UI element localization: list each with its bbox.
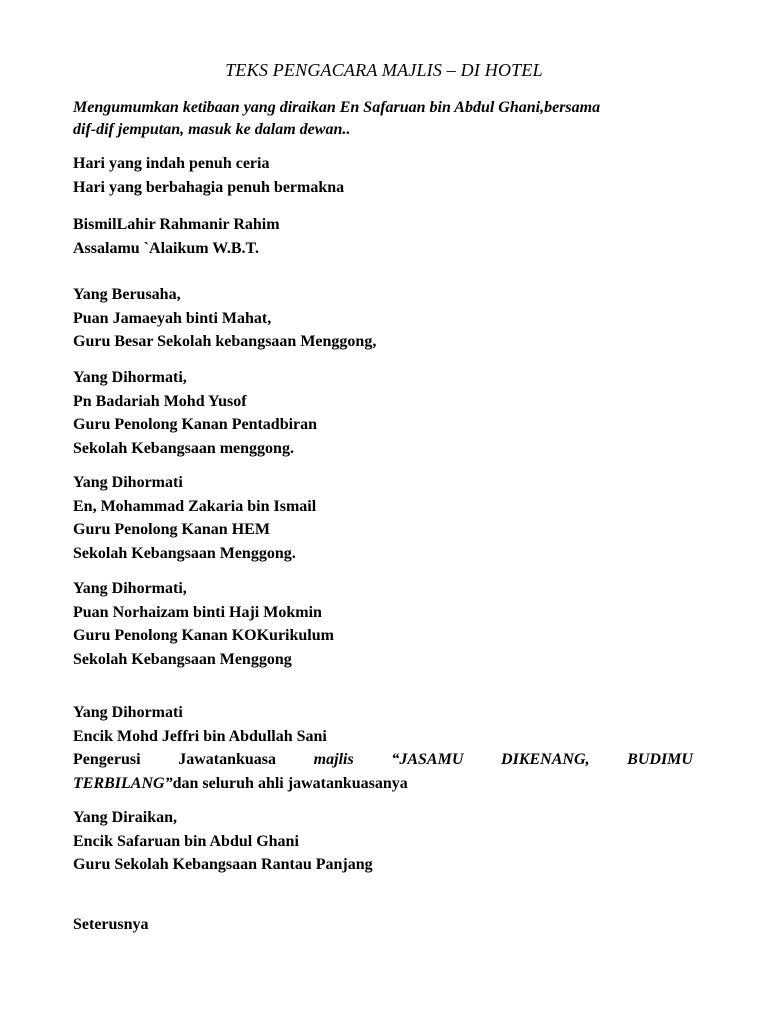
salutation-line: Yang Dihormati <box>73 704 183 721</box>
salutation-line: Guru Sekolah Kebangsaan Rantau Panjang <box>73 856 373 873</box>
salutation-line: Guru Penolong Kanan Pentadbiran <box>73 416 318 433</box>
salutation-line: Yang Dihormati, <box>73 580 187 597</box>
committee-word: BUDIMU <box>627 751 693 768</box>
salutation-line: Encik Safaruan bin Abdul Ghani <box>73 832 299 850</box>
closing-line: Seterusnya <box>73 916 149 933</box>
committee-line-continued <box>73 772 693 796</box>
verse-line: Hari yang berbahagia penuh bermakna <box>73 178 345 196</box>
salutation-line: Encik Mohd Jeffri bin Abdullah Sani <box>73 727 327 745</box>
greeting <box>73 213 693 260</box>
committee-word: “JASAMU <box>391 751 464 768</box>
committee-line <box>73 748 693 772</box>
salutation-line: Puan Norhaizam binti Haji Mokmin <box>73 603 322 621</box>
salutation-dihormati-3 <box>73 577 693 671</box>
verse-line: Hari yang indah penuh ceria <box>73 155 270 172</box>
intro-line: dif-dif jemputan, masuk ke dalam dewan.. <box>73 121 351 138</box>
committee-word: Pengerusi <box>73 751 141 768</box>
salutation-berusaha <box>73 283 693 354</box>
salutation-line: Yang Dihormati, <box>73 369 187 386</box>
salutation-line: Yang Berusaha, <box>73 286 181 303</box>
greeting-line: Assalamu `Alaikum W.B.T. <box>73 239 259 257</box>
intro-paragraph <box>73 97 693 141</box>
greeting-line: BismilLahir Rahmanir Rahim <box>73 216 280 233</box>
salutation-line: Puan Jamaeyah binti Mahat, <box>73 309 272 327</box>
salutation-line: Guru Besar Sekolah kebangsaan Menggong, <box>73 333 377 350</box>
salutation-line: Yang Dihormati <box>73 474 183 491</box>
salutation-line: Guru Penolong Kanan KOKurikulum <box>73 627 334 644</box>
salutation-line: Sekolah Kebangsaan Menggong <box>73 650 292 668</box>
opening-verse <box>73 152 693 199</box>
salutation-line: Sekolah Kebangsaan Menggong. <box>73 544 296 562</box>
committee-word: DIKENANG, <box>501 751 590 768</box>
closing <box>73 913 693 937</box>
salutation-dihormati-1 <box>73 366 693 460</box>
intro-line: Mengumumkan ketibaan yang diraikan En Safaruan bin Abdul Ghani,bersama <box>73 99 601 116</box>
salutation-dihormati-2 <box>73 471 693 565</box>
salutation-diraikan <box>73 806 693 877</box>
salutation-line: Pn Badariah Mohd Yusof <box>73 392 247 410</box>
event-name-end: TERBILANG” <box>73 774 173 792</box>
salutation-dihormati-4 <box>73 701 693 795</box>
salutation-line: En, Mohammad Zakaria bin Ismail <box>73 497 317 515</box>
salutation-line: Sekolah Kebangsaan menggong. <box>73 439 294 457</box>
committee-word: majlis <box>313 751 354 768</box>
salutation-line: Yang Diraikan, <box>73 809 178 826</box>
committee-rest: dan seluruh ahli jawatankuasanya <box>172 774 408 792</box>
salutation-line: Guru Penolong Kanan HEM <box>73 521 270 538</box>
committee-word: Jawatankuasa <box>178 751 277 768</box>
document-title: TEKS PENGACARA MAJLIS – DI HOTEL <box>225 60 543 80</box>
